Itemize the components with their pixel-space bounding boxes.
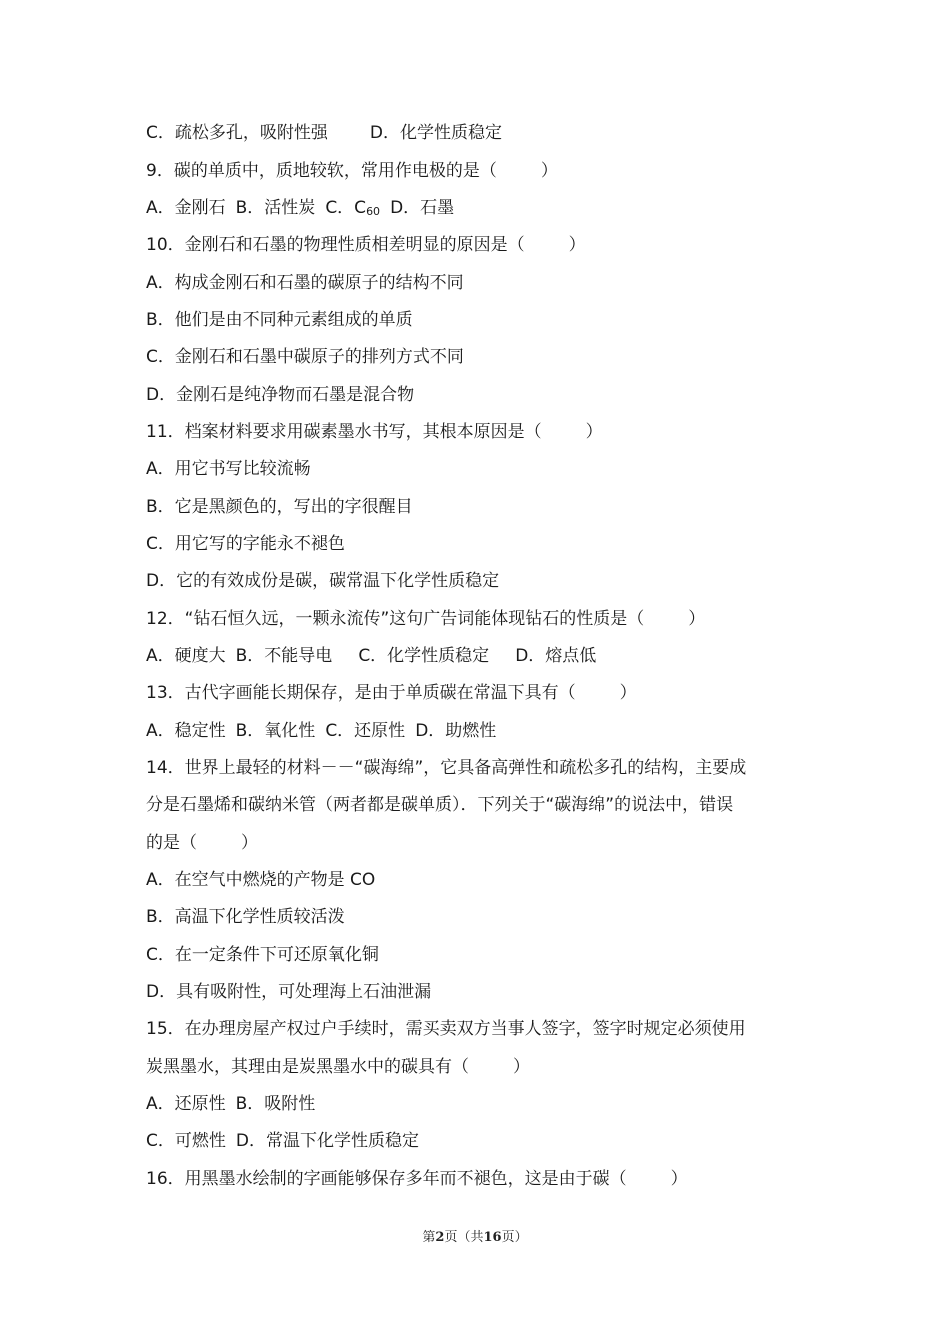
q14-option-a: A．在空气中燃烧的产物是 CO — [146, 870, 376, 890]
q10-option-b: B．他们是由不同种元素组成的单质 — [146, 310, 413, 330]
q13-options — [146, 719, 496, 743]
q11-stem-close: ） — [585, 422, 603, 442]
q9-options — [146, 196, 454, 224]
q16-stem-close: ） — [670, 1169, 688, 1189]
q15-option-b: B．吸附性 — [235, 1094, 316, 1114]
q15-option-a: A．还原性 — [146, 1094, 226, 1114]
q14-option-d: D．具有吸附性，可处理海上石油泄漏 — [146, 982, 432, 1002]
q13-stem-text: 13．古代字画能长期保存，是由于单质碳在常温下具有（ — [146, 683, 576, 703]
q8-option-d: D．化学性质稳定 — [369, 123, 502, 143]
q8-options-cd — [146, 121, 502, 145]
q15-option-c: C．可燃性 — [146, 1131, 226, 1151]
q12-option-a: A．硬度大 — [146, 646, 226, 666]
q13-option-a: A．稳定性 — [146, 721, 226, 741]
q15-options-ab — [146, 1092, 315, 1116]
q13-option-c: C．还原性 — [325, 721, 406, 741]
q10-option-d: D．金刚石是纯净物而石墨是混合物 — [146, 385, 415, 405]
q11-stem-text: 11．档案材料要求用碳素墨水书写，其根本原因是（ — [146, 422, 542, 442]
q15-stem-close: ） — [513, 1057, 530, 1077]
q9-option-c: C．$C_{60}$ — [325, 198, 381, 218]
q16-stem — [146, 1167, 688, 1191]
q12-options — [146, 644, 596, 668]
q13-stem — [146, 681, 637, 705]
q9-stem — [146, 159, 558, 183]
q14-stem-line3 — [146, 831, 258, 855]
q13-stem-close: ） — [619, 683, 637, 703]
q12-stem-close: ） — [688, 609, 706, 629]
q11-option-c: C．用它写的字能永不褪色 — [146, 534, 345, 554]
q14-option-b: B．高温下化学性质较活泼 — [146, 907, 345, 927]
q15-option-d: D．常温下化学性质稳定 — [235, 1131, 419, 1151]
q16-stem-text: 16．用黑墨水绘制的字画能够保存多年而不褪色，这是由于碳（ — [146, 1169, 627, 1189]
q11-option-b: B．它是黑颜色的，写出的字很醒目 — [146, 497, 413, 517]
q14-stem-line1: 14．世界上最轻的材料－－“碳海绵”，它具备高弹性和疏松多孔的结构，主要成 — [146, 758, 747, 778]
q13-option-d: D．助燃性 — [415, 721, 497, 741]
q15-options-cd — [146, 1129, 419, 1153]
q9-option-a: A．金刚石 — [146, 198, 226, 218]
q11-stem — [146, 420, 603, 444]
q14-stem-text: 的是（ — [146, 833, 197, 853]
q10-option-a: A．构成金刚石和石墨的碳原子的结构不同 — [146, 273, 464, 293]
q15-stem-text: 炭黑墨水，其理由是炭黑墨水中的碳具有（ — [146, 1057, 469, 1077]
q9-option-d: D．石墨 — [390, 198, 455, 218]
page-footer: 第2页（共16页） — [422, 1230, 528, 1245]
q11-option-d: D．它的有效成份是碳，碳常温下化学性质稳定 — [146, 571, 500, 591]
q12-option-c: C．化学性质稳定 — [358, 646, 490, 666]
q11-option-a: A．用它书写比较流畅 — [146, 459, 311, 479]
current-page-number: 2 — [435, 1230, 445, 1245]
q15-stem-line2 — [146, 1055, 530, 1079]
q12-stem — [146, 607, 705, 631]
q14-stem-line2: 分是石墨烯和碳纳米管（两者都是碳单质）．下列关于“碳海绵”的说法中，错误 — [146, 795, 734, 815]
q13-option-b: B．氧化性 — [235, 721, 316, 741]
q14-stem-close: ） — [241, 833, 258, 853]
q14-option-c: C．在一定条件下可还原氧化铜 — [146, 945, 379, 965]
q9-option-b: B．活性炭 — [235, 198, 316, 218]
q10-stem — [146, 233, 586, 257]
total-pages-number: 16 — [483, 1230, 502, 1245]
q12-stem-text: 12．“钻石恒久远，一颗永流传”这句广告词能体现钻石的性质是（ — [146, 609, 645, 629]
q10-option-c: C．金刚石和石墨中碳原子的排列方式不同 — [146, 347, 464, 367]
q8-option-c: C．疏松多孔，吸附性强 — [146, 123, 328, 143]
q15-stem-line1: 15．在办理房屋产权过户手续时，需买卖双方当事人签字，签字时规定必须使用 — [146, 1019, 746, 1039]
q10-stem-text: 10．金刚石和石墨的物理性质相差明显的原因是（ — [146, 235, 525, 255]
q12-option-d: D．熔点低 — [515, 646, 597, 666]
q12-option-b: B．不能导电 — [235, 646, 333, 666]
q9-stem-text: 9．碳的单质中，质地较软，常用作电极的是（ — [146, 161, 497, 181]
q9-stem-close: ） — [540, 161, 558, 181]
q10-stem-close: ） — [568, 235, 586, 255]
